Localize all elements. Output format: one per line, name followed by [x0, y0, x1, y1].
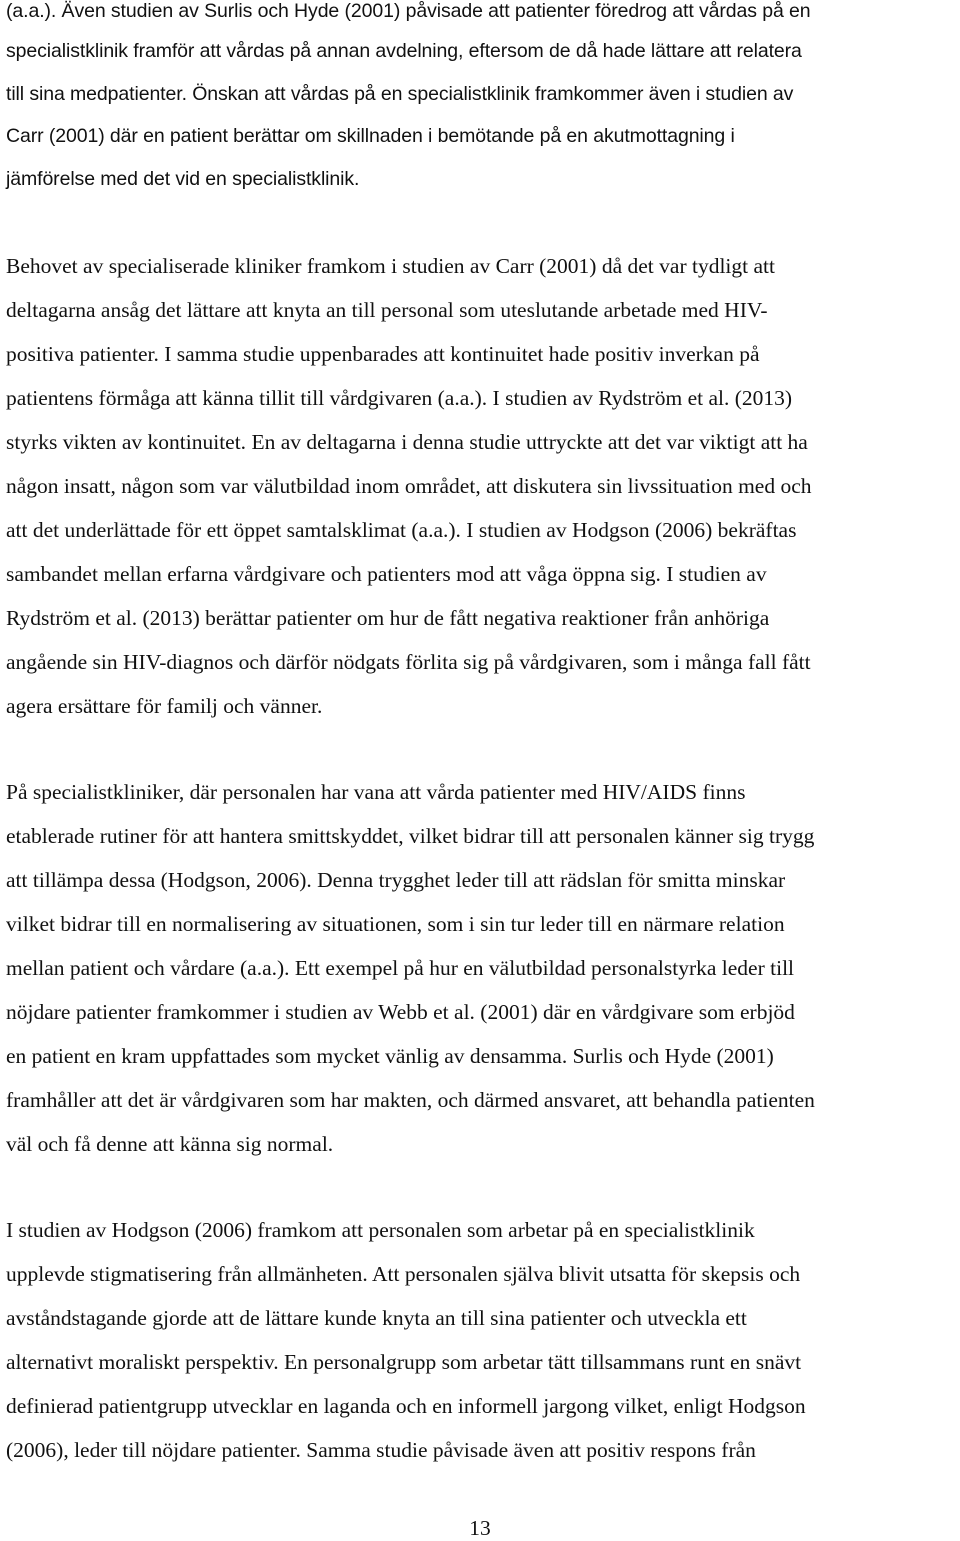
text-segment: (2006), leder till nöjdare patienter. Samma studie påvisade även att positiv respons från	[6, 1438, 756, 1462]
text-line	[6, 955, 794, 981]
text-line	[6, 517, 796, 543]
text-segment: avståndstagande gjorde att de lättare kunde knyta an till sina patienter och utveckla ett	[6, 1306, 747, 1330]
text-segment: någon insatt, någon som var välutbildad inom området, att diskutera sin livssituation med och	[6, 474, 812, 498]
text-segment: deltagarna ansåg det lättare att knyta an till personal som uteslutande arbetade med HIV-	[6, 298, 768, 322]
text-line	[6, 0, 811, 24]
text-line	[6, 867, 785, 893]
text-segment: en patient en kram uppfattades som mycket vänlig av densamma. Surlis och Hyde (2001)	[6, 1044, 774, 1068]
text-segment: sambandet mellan erfarna vårdgivare och patienters mod att våga öppna sig. I studien av	[6, 562, 767, 586]
text-line	[6, 1305, 747, 1331]
text-segment: angående sin HIV-diagnos och därför nödgats förlita sig på vårdgivaren, som i många fall fått	[6, 650, 811, 674]
text-line	[6, 429, 808, 455]
text-line	[6, 779, 745, 805]
text-segment: positiva patienter.	[6, 342, 165, 366]
text-line	[6, 473, 812, 499]
text-line	[6, 999, 795, 1025]
text-line	[6, 1393, 806, 1419]
text-segment: att tillämpa dessa (Hodgson, 2006). Denna trygghet leder till att rädslan för smitta minskar	[6, 868, 786, 892]
text-segment: Rydström et al. (2013) berättar patienter om hur de fått negativa reaktioner från anhöriga	[6, 606, 770, 630]
text-segment: (a.a.). Även studien av Surlis och Hyde (2001) påvisade att patienter föredrog att vårdas på en	[6, 0, 811, 22]
text-line	[6, 561, 767, 587]
text-segment: En av deltagarna i denna studie uttryckte att det var viktigt att ha	[251, 430, 808, 454]
text-segment: Behovet av specialiserade kliniker framkom i studien av Carr (2001) då det var tydligt att	[6, 254, 775, 278]
text-segment: jämförelse med det vid en specialistklinik.	[6, 168, 360, 190]
text-line	[6, 693, 322, 719]
text-segment: definierad patientgrupp utvecklar en laganda och en informell jargong vilket, enligt Hodgson	[6, 1394, 806, 1418]
text-line	[6, 1349, 801, 1375]
text-line	[6, 341, 760, 367]
text-line	[6, 253, 775, 279]
text-segment: nöjdare patienter framkommer i studien av Webb et al. (2001) där en vårdgivare som erbjöd	[6, 1000, 795, 1024]
text-segment: styrks vikten av kontinuitet.	[6, 430, 252, 454]
text-line	[6, 823, 814, 849]
text-line	[6, 165, 359, 192]
text-line	[6, 1261, 800, 1287]
text-line	[6, 1217, 755, 1243]
text-segment: specialistklinik framför att vårdas på annan avdelning, eftersom de då hade lättare att relatera	[6, 40, 802, 62]
text-segment: alternativt moraliskt perspektiv. En personalgrupp som arbetar tätt tillsammans runt en snävt	[6, 1350, 802, 1374]
text-segment: väl och få denne att känna sig normal.	[6, 1132, 334, 1156]
text-line	[6, 1131, 333, 1157]
text-segment: att det underlättade för ett öppet samtalsklimat (a.a.). I studien av Hodgson (2006) bekräftas	[6, 518, 797, 542]
text-segment: I samma studie uppenbarades att kontinuitet hade positiv inverkan på	[164, 342, 760, 366]
text-line	[6, 1437, 756, 1463]
text-segment: patientens förmåga att känna tillit till vårdgivaren (a.a.). I studien av Rydström et al. (2013)	[6, 386, 793, 410]
text-line	[6, 605, 769, 631]
text-segment: framhåller att det är vårdgivaren som har makten, och därmed ansvaret, att behandla patienten	[6, 1088, 815, 1112]
text-segment: På specialistkliniker, där personalen har vana att vårda patienter med HIV/AIDS finns	[6, 780, 746, 804]
text-line	[6, 37, 802, 64]
text-segment: etablerade rutiner för att hantera smittskyddet, vilket bidrar till att personalen känner sig trygg	[6, 824, 815, 848]
text-line	[6, 1087, 815, 1113]
text-line	[6, 122, 735, 149]
text-segment: vilket bidrar till en normalisering av situationen, som i sin tur leder till en närmare relation	[6, 912, 785, 936]
text-segment: Carr (2001) där en patient berättar om skillnaden i bemötande på en akutmottagning i	[6, 125, 735, 147]
text-segment: I studien av Hodgson (2006) framkom att personalen som arbetar på en specialistklinik	[6, 1218, 755, 1242]
text-line	[6, 385, 792, 411]
page-number: 13	[469, 1516, 491, 1540]
text-line	[6, 649, 811, 675]
text-segment: upplevde stigmatisering från allmänheten. Att personalen själva blivit utsatta för skepsis och	[6, 1262, 801, 1286]
text-line	[6, 80, 793, 107]
text-line	[6, 911, 785, 937]
text-segment: mellan patient och vårdare (a.a.). Ett exempel på hur en välutbildad personalstyrka leder till	[6, 956, 795, 980]
text-segment: agera ersättare för familj och vänner.	[6, 694, 323, 718]
text-segment: till sina medpatienter. Önskan att vårdas på en specialistklinik framkommer även i studien av	[6, 83, 794, 105]
text-line	[6, 1043, 774, 1069]
text-line	[6, 297, 768, 323]
